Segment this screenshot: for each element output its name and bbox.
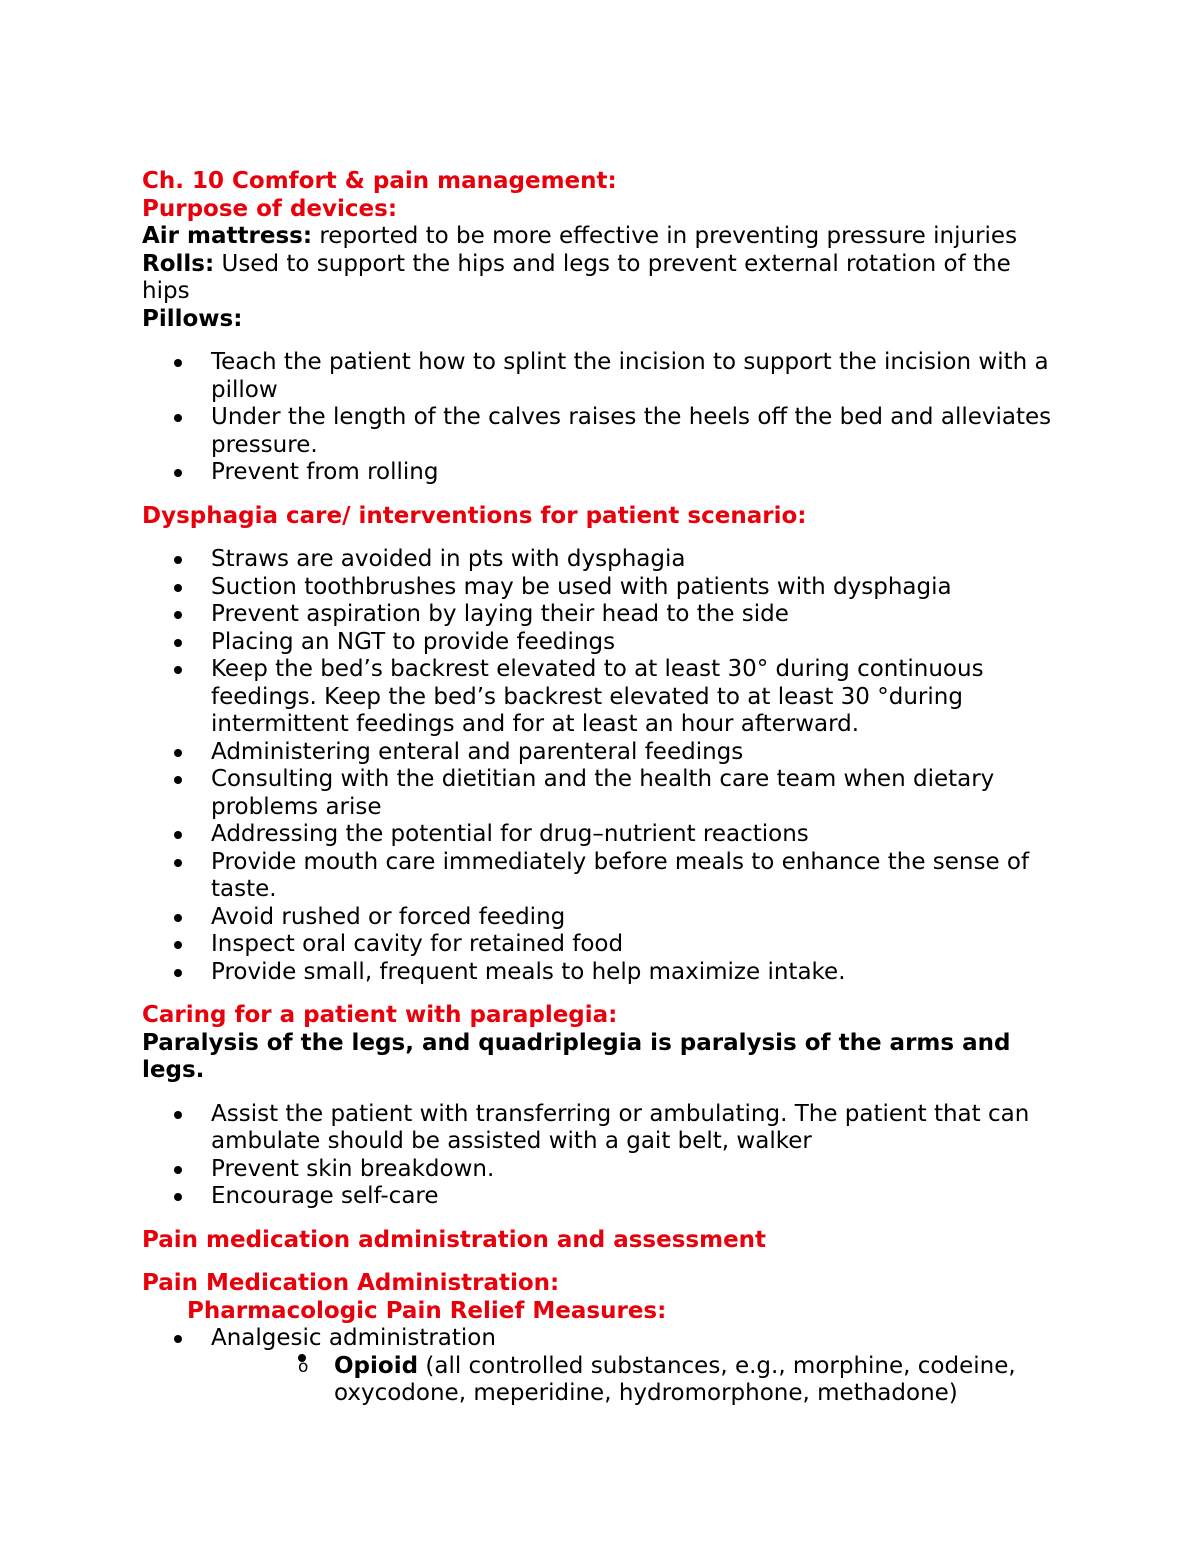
rolls-text: Used to support the hips and legs to prevent external rotation of the hips [142, 250, 1011, 304]
list-item: Encourage self-care [142, 1183, 1062, 1211]
pillows-label: Pillows: [142, 305, 243, 332]
list-item: Prevent from rolling [142, 459, 1062, 487]
list-item: Inspect oral cavity for retained food [142, 931, 1062, 959]
rolls-label: Rolls: [142, 250, 215, 277]
chapter-title: Ch. 10 Comfort & pain management: [142, 168, 617, 194]
list-item: Teach the patient how to splint the incision to support the incision with a pillow [142, 349, 1062, 404]
dysphagia-list [142, 546, 1062, 986]
opioid-label: Opioid [334, 1352, 419, 1379]
paraplegia-definition: Paralysis of the legs, and quadriplegia is paralysis of the arms and legs. [142, 1029, 1011, 1083]
pain-admin-heading: Pain Medication Administration: [142, 1270, 560, 1296]
pharm-heading: Pharmacologic Pain Relief Measures: [187, 1297, 667, 1324]
list-item: Under the length of the calves raises the heels off the bed and alleviates pressure. [142, 404, 1062, 459]
rolls-line [142, 251, 1062, 306]
list-item: Keep the bed’s backrest elevated to at least 30° during continuous feedings. Keep the bed’s backrest elevated to at least 30 °during intermittent feedings and for at least an hour afterward. [142, 656, 1062, 739]
pain-heading: Pain medication administration and assessment [142, 1226, 767, 1253]
pain-list [142, 1325, 1062, 1408]
list-item: Placing an NGT to provide feedings [142, 629, 1062, 657]
analgesic-text: Analgesic administration [211, 1325, 496, 1351]
list-item: Prevent aspiration by laying their head to the side [142, 601, 1062, 629]
paraplegia-heading: Caring for a patient with paraplegia: [142, 1002, 618, 1028]
list-item: Consulting with the dietitian and the health care team when dietary problems arise [142, 766, 1062, 821]
list-item: Avoid rushed or forced feeding [142, 904, 1062, 932]
dysphagia-heading: Dysphagia care/ interventions for patient scenario: [142, 502, 807, 529]
list-item: Administering enteral and parenteral feedings [142, 739, 1062, 767]
list-item: Addressing the potential for drug–nutrient reactions [142, 821, 1062, 849]
air-mattress-text: reported to be more effective in preventing pressure injuries [312, 223, 1018, 249]
devices-heading: Purpose of devices: [142, 195, 398, 222]
list-item [142, 1325, 1062, 1408]
list-item: Prevent skin breakdown. [142, 1156, 1062, 1184]
list-item: Assist the patient with transferring or ambulating. The patient that can ambulate should be assisted with a gait belt, walker [142, 1101, 1062, 1156]
air-mattress-line [142, 223, 1062, 251]
list-item: Straws are avoided in pts with dysphagia [142, 546, 1062, 574]
analgesic-sublist [211, 1353, 1062, 1408]
sub-list-item [211, 1353, 1062, 1408]
pillows-list [142, 349, 1062, 487]
list-item: Provide mouth care immediately before meals to enhance the sense of taste. [142, 849, 1062, 904]
opioid-text: (all controlled substances, e.g., morphine, codeine, oxycodone, meperidine, hydromorphone, methadone) [334, 1352, 1016, 1406]
paraplegia-list [142, 1101, 1062, 1211]
air-mattress-label: Air mattress: [142, 223, 313, 249]
document-page [142, 168, 1062, 1408]
list-item: Suction toothbrushes may be used with patients with dysphagia [142, 574, 1062, 602]
list-item: Provide small, frequent meals to help maximize intake. [142, 959, 1062, 987]
